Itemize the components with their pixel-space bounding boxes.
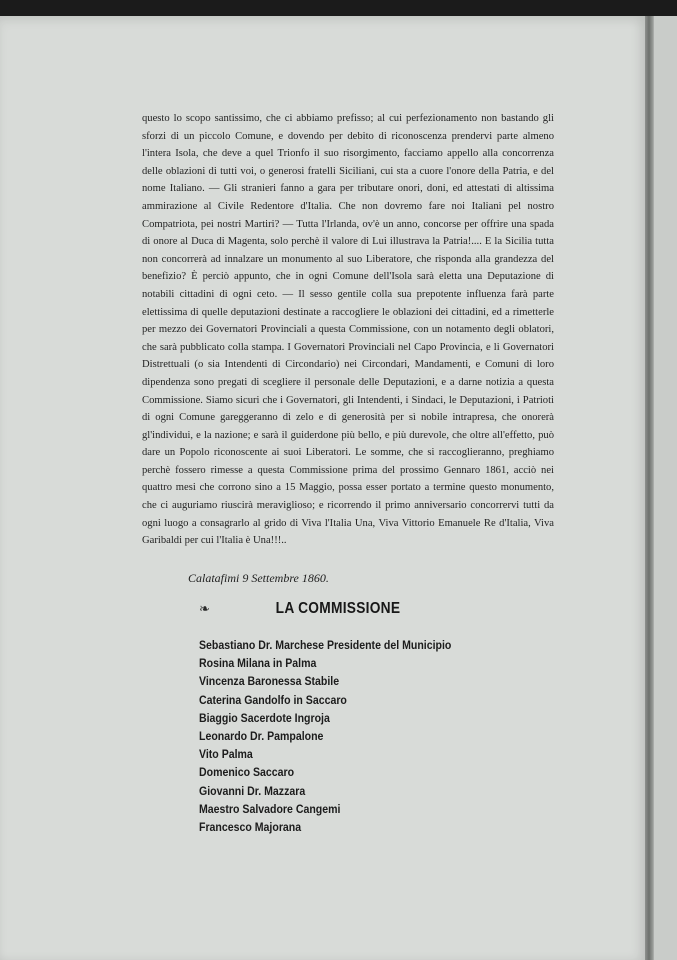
member-name: Vincenza Baronessa Stabile xyxy=(199,674,340,689)
commission-heading: LA COMMISSIONE xyxy=(275,600,401,617)
member-name: Domenico Saccaro xyxy=(199,765,295,780)
adjacent-page-edge xyxy=(653,16,677,960)
member-name: Biaggio Sacerdote Ingroja xyxy=(199,710,330,725)
member-name: Caterina Gandolfo in Saccaro xyxy=(199,692,347,707)
member-name: Vito Palma xyxy=(199,747,253,762)
page-gutter xyxy=(645,16,653,960)
member-name: Leonardo Dr. Pampalone xyxy=(199,729,324,744)
place-date-line: Calatafimi 9 Settembre 1860. xyxy=(188,571,329,585)
commission-members-list xyxy=(199,636,486,836)
member-name: Sebastiano Dr. Marchese Presidente del Municipio xyxy=(199,638,452,652)
member-name: Rosina Milana in Palma xyxy=(199,656,317,671)
member-name: Maestro Salvadore Cangemi xyxy=(199,801,341,816)
fleuron-ornament-icon: ❧ xyxy=(199,602,210,617)
scan-border-top xyxy=(0,0,677,16)
member-name: Francesco Majorana xyxy=(199,820,302,835)
member-name: Giovanni Dr. Mazzara xyxy=(199,783,306,798)
body-paragraph: questo lo scopo santissimo, che ci abbiamo prefisso; al cui perfezionamento non bastando gli sforzi di un piccolo Comune, e dovendo per debito di riconoscenza prendervi parte almeno l'intera Isola, che deve a quel Trionfo il suo risorgimento, facciamo appello alla concorrenza delle oblazioni di tutti voi, o generosi fratelli Siciliani, cui sta a cuore l'onore della Patria, e del nome Italiano. — Gli stranieri fanno a gara per tributare onori, doni, ed attestati di altissima ammirazione al Civile Redentore d'Italia. Che non dovremo fare noi Italiani pel nostro Compatriota, pei nostri Martiri? — Tutta l'Irlanda, ov'è un anno, concorse per offrire una spada di onore al Duca di Magenta, solo perchè il valore di Lui illustrava la Patria!.... E la Sicilia tutta non concorrerà ad innalzare un monumento al suo Liberatore, che risponda alla grandezza del benefizio? È perciò appunto, che in ogni Comune dell'Isola sarà eletta una Deputazione di notabili cittadini di ogni ceto. — Il sesso gentile colla sua prepotente influenza farà parte elettissima di quelle deputazioni destinate a raccogliere le oblazioni dei cittadini, ed a rimetterle per mezzo dei Governatori Provinciali a questa Commissione, con un notamento degli oblatori, che sarà pubblicato colla stampa. I Governatori Provinciali nel Capo Provincia, e li Governatori Distrettuali (o sia Intendenti di Circondario) nei Circondari, Mandamenti, e Comuni di loro dipendenza sono pregati di scegliere il personale delle Deputazioni, e a darne notizia a questa Commissione. Siamo sicuri che i Governatori, gli Intendenti, i Sindaci, le Deputazioni, i Patrioti di ogni Comune gareggeranno di zelo e di generosità per sì nobile intrapresa, che onorerà gl'individui, e la nazione; e sarà il guiderdone più bello, e più durevole, che oltre all'effetto, può dare un Popolo riconoscente ai suoi Liberatori. Le somme, che si raccoglieranno, preghiamo perchè fossero rimesse a questa Commissione prima del prossimo Gennaro 1861, acciò nei quattro mesi che corrono sino a 15 Maggio, possa esser portato a termine questo monumento, che ci auguriamo riuscirà meraviglioso; e ricorrendo il primo anniversario concorrervi tutti da ogni luogo a consagrarlo al grido di Viva l'Italia Una, Viva Vittorio Emanuele Re d'Italia, Viva Garibaldi per cui l'Italia è Una!!!.. xyxy=(142,113,554,547)
